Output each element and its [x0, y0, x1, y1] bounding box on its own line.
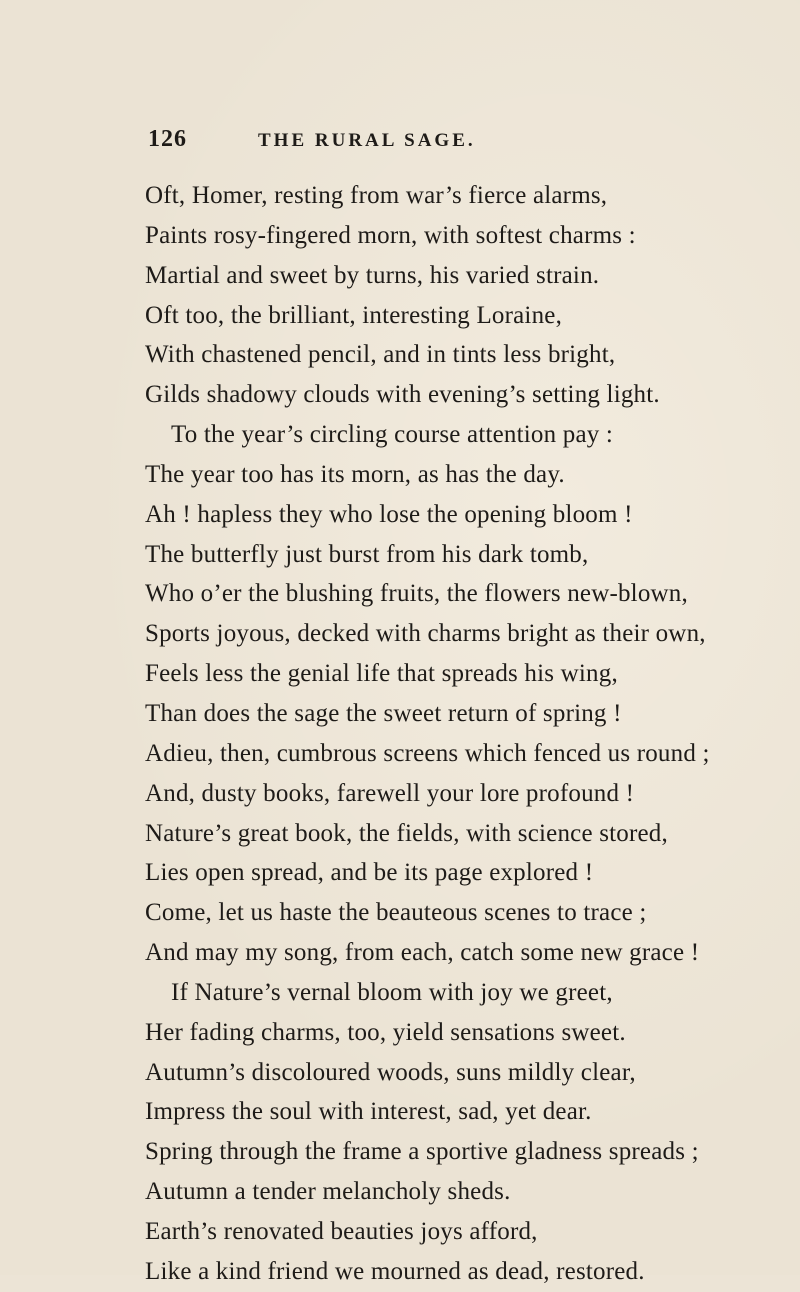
- poem-line: Feels less the genial life that spreads his wing,: [145, 660, 618, 688]
- poem-line: Gilds shadowy clouds with evening’s setting light.: [145, 381, 660, 409]
- poem-line: Than does the sage the sweet return of spring !: [145, 699, 622, 727]
- poem-line: Lies open spread, and be its page explored !: [145, 859, 594, 887]
- poem-line: To the year’s circling course attention pay :: [171, 421, 614, 449]
- poem-line: Sports joyous, decked with charms bright as their own,: [145, 620, 706, 648]
- poem-line: And may my song, from each, catch some new grace !: [145, 939, 700, 967]
- poem-line: Impress the soul with interest, sad, yet dear.: [145, 1098, 592, 1126]
- poem-line: If Nature’s vernal bloom with joy we greet,: [171, 978, 613, 1006]
- page-header: [148, 126, 748, 166]
- poem-line: Ah ! hapless they who lose the opening bloom !: [145, 500, 633, 528]
- poem-body: [145, 176, 785, 1292]
- poem-line: Earth’s renovated beauties joys afford,: [145, 1217, 538, 1245]
- poem-line: Come, let us haste the beauteous scenes to trace ;: [145, 899, 647, 927]
- poem-line: Paints rosy-fingered morn, with softest charms :: [145, 221, 636, 249]
- poem-line: Her fading charms, too, yield sensations sweet.: [145, 1018, 626, 1046]
- poem-line: Who o’er the blushing fruits, the flowers new-blown,: [145, 580, 688, 608]
- page-number: 126: [148, 126, 187, 152]
- poem-line: The butterfly just burst from his dark tomb,: [145, 540, 589, 568]
- poem-line: Oft, Homer, resting from war’s fierce alarms,: [145, 182, 608, 209]
- poem-line: Autumn a tender melancholy sheds.: [145, 1178, 511, 1206]
- poem-line: With chastened pencil, and in tints less bright,: [145, 341, 616, 369]
- poem-line: Autumn’s discoloured woods, suns mildly clear,: [145, 1058, 636, 1086]
- poem-line: And, dusty books, farewell your lore profound !: [145, 779, 635, 807]
- poem-line: Oft too, the brilliant, interesting Loraine,: [145, 301, 563, 329]
- running-title: THE RURAL SAGE.: [258, 130, 476, 151]
- poem-line: Nature’s great book, the fields, with science stored,: [145, 819, 668, 847]
- poem-line: Adieu, then, cumbrous screens which fenced us round ;: [145, 739, 710, 767]
- poem-line: Martial and sweet by turns, his varied strain.: [145, 261, 600, 289]
- poem-line: Spring through the frame a sportive gladness spreads ;: [145, 1138, 699, 1166]
- poem-line: Like a kind friend we mourned as dead, restored.: [145, 1257, 645, 1285]
- poem-line: The year too has its morn, as has the day.: [145, 460, 565, 488]
